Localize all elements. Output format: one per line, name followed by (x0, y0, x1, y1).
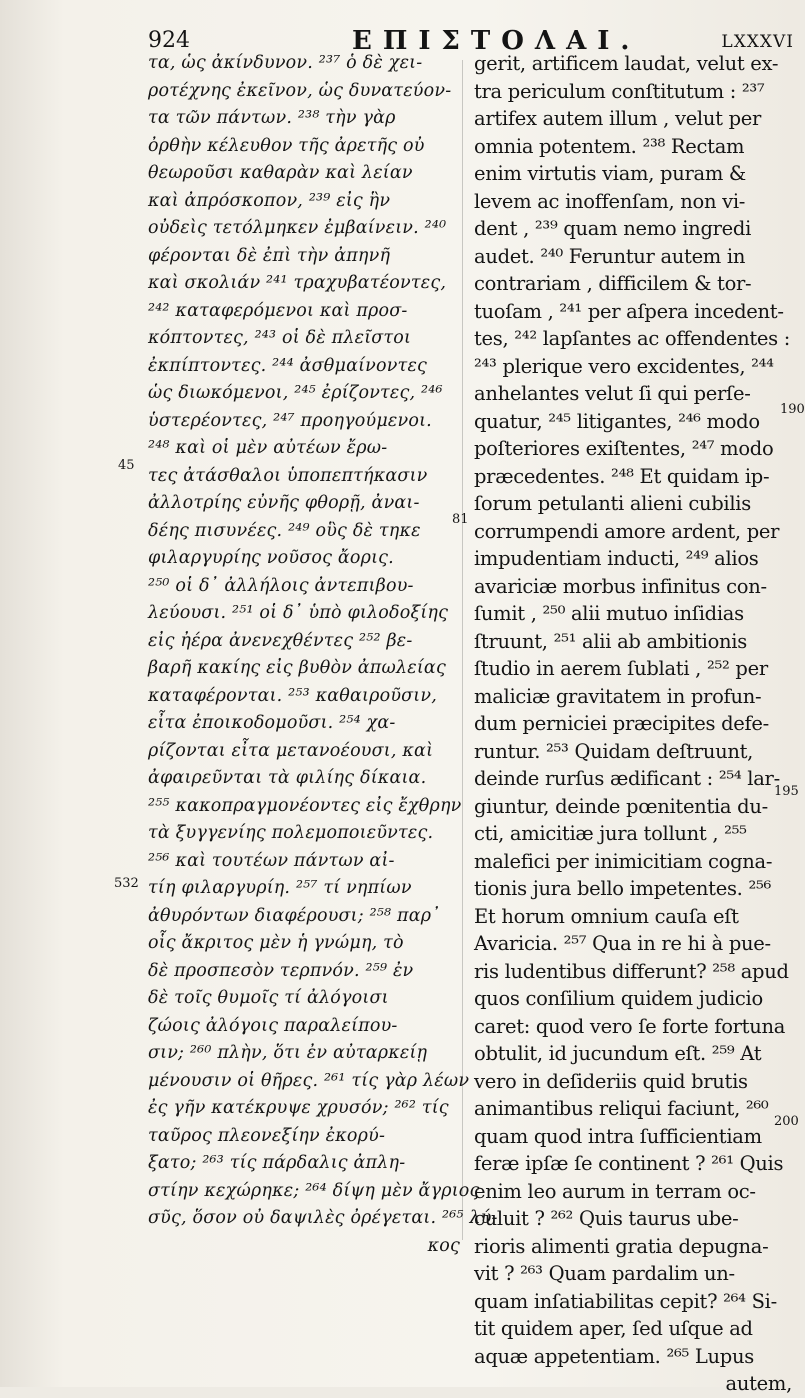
greek-text-line: ξατο; ²⁶³ τίς πάρδαλις ἀπλη- (148, 1153, 406, 1173)
latin-text-line: Et horum omnium cauſa eſt (474, 904, 739, 928)
greek-text-line: ὀρθὴν κέλευθον τῆς ἀρετῆς οὐ (148, 135, 425, 156)
latin-text-line: dent , ²³⁹ quam nemo ingredi (474, 217, 752, 240)
greek-text-line: τα, ὡς ἀκίνδυνον. ²³⁷ ὁ δὲ χει- (148, 53, 423, 73)
greek-text-line: ἐκπίπτοντες. ²⁴⁴ ἀσθμαίνοντες (148, 355, 428, 376)
latin-text-line: artifex autem illum , velut per (474, 107, 762, 130)
latin-text-line: præcedentes. ²⁴⁸ Et quidam ip- (474, 464, 770, 488)
folio-marker: LXXXVI (721, 32, 794, 52)
latin-text-line: vero in deſideriis quid brutis (474, 1069, 748, 1093)
margin-note-190: 190 (780, 402, 805, 417)
latin-text-line: quam quod intra ſufficientiam (474, 1124, 762, 1148)
latin-text-line: quos conſilium quidem judicio (474, 987, 763, 1010)
greek-text-line: καὶ σκολιάν ²⁴¹ τραχυβατέοντες, (148, 273, 447, 293)
latin-text-line: levem ac inoffenſam, non vi- (474, 189, 746, 213)
greek-text-line: ²⁵⁶ καὶ τουτέων πάντων αἰ- (148, 850, 395, 871)
greek-text-line: βαρῆ κακίης εἰς βυθὸν ἀπωλείας (148, 658, 446, 678)
latin-text-line: animantibus reliqui faciunt, ²⁶⁰ (474, 1097, 769, 1120)
latin-text-line: quatur, ²⁴⁵ litigantes, ²⁴⁶ modo (474, 409, 760, 433)
latin-text-line: ²⁴³ plerique vero excidentes, ²⁴⁴ (474, 354, 774, 378)
greek-text-line: στίην κεχώρηκε; ²⁶⁴ δίψη μὲν ἄγριος (148, 1180, 480, 1201)
margin-note-532: 532 (114, 876, 139, 891)
latin-text-line: omnia potentem. ²³⁸ Rectam (474, 134, 745, 158)
latin-text-line: vit ? ²⁶³ Quam pardalim un- (474, 1262, 735, 1285)
greek-text-line: ἐς γῆν κατέκρυψε χρυσόν; ²⁶² τίς (148, 1098, 449, 1118)
greek-text-line: οἷς ἄκριτος μὲν ἡ γνώμη, τὸ (148, 933, 404, 953)
margin-note-81: 81 (452, 512, 469, 527)
latin-text-line: enim leo aurum in terram oc- (474, 1179, 756, 1203)
latin-text-line: tra periculum conſtitutum : ²³⁷ (474, 79, 765, 103)
greek-text-line: τίη φιλαργυρίη. ²⁵⁷ τί νηπίων (148, 878, 412, 898)
latin-text-line: caret: quod vero ſe forte fortuna (474, 1014, 786, 1038)
latin-text-line: corrumpendi amore ardent, per (474, 519, 780, 543)
greek-text-line: τες ἀτάσθαλοι ὑποπεπτήκασιν (148, 465, 428, 486)
greek-text-line: δέης πισυνέες. ²⁴⁹ οὓς δὲ τηκε (148, 520, 421, 541)
greek-text-line: δὲ προσπεσὸν τερπνόν. ²⁵⁹ ἐν (148, 960, 414, 981)
latin-text-line: Avaricia. ²⁵⁷ Qua in re hi à pue- (474, 932, 771, 955)
latin-text-line: contrariam , difficilem & tor- (474, 272, 752, 295)
latin-text-column (474, 50, 792, 1398)
latin-text-line: maliciæ gravitatem in profun- (474, 684, 762, 708)
greek-text-line: κος (427, 1235, 460, 1256)
greek-text-line: ἀθυρόντων διαφέρουσι; ²⁵⁸ παρ᾽ (148, 905, 441, 926)
latin-text-line: culuit ? ²⁶² Quis taurus ube- (474, 1207, 739, 1230)
latin-text-line: giuntur, deinde pœnitentia du- (474, 794, 768, 818)
greek-text-line: ὡς διωκόμενοι, ²⁴⁵ ἐρίζοντες, ²⁴⁶ (148, 383, 443, 403)
latin-text-line: tes, ²⁴² lapſantes ac offendentes : (474, 327, 791, 350)
latin-text-line: quam inſatiabilitas cepit? ²⁶⁴ Si- (474, 1289, 777, 1313)
greek-text-line: εἰς ἠέρα ἀνενεχθέντες ²⁵² βε- (148, 630, 413, 651)
greek-text-line: ²⁴² καταφερόμενοι καὶ προσ- (148, 300, 408, 321)
running-head: ΕΠΙΣΤΟΛΑΙ. (352, 26, 641, 56)
greek-text-line: εἶτα ἐποικοδομοῦσι. ²⁵⁴ χα- (148, 713, 396, 733)
latin-text-line: anhelantes velut ſi qui perſe- (474, 382, 751, 405)
latin-text-line: enim virtutis viam, puram & (474, 162, 746, 185)
greek-text-line: σῦς, ὅσον οὐ δαψιλὲς ὀρέγεται. ²⁶⁵ λύ- (148, 1208, 498, 1228)
margin-note-45: 45 (118, 458, 135, 473)
latin-text-line: ris ludentibus differunt? ²⁵⁸ apud (474, 959, 789, 983)
latin-text-line: autem, (725, 1372, 792, 1395)
greek-text-line: ²⁵⁵ κακοπραγμονέοντες εἰς ἔχθρην (148, 795, 462, 816)
latin-text-line: audet. ²⁴⁰ Feruntur autem in (474, 244, 746, 268)
greek-text-line: ρίζονται εἶτα μετανοέουσι, καὶ (148, 740, 434, 761)
greek-text-line: ἀφαιρεῦνται τὰ φιλίης δίκαια. (148, 768, 427, 788)
latin-text-line: feræ ipſæ ſe continent ? ²⁶¹ Quis (474, 1152, 784, 1175)
latin-text-line: ſorum petulanti alieni cubilis (474, 492, 751, 515)
greek-text-line: λεύουσι. ²⁵¹ οἱ δ᾽ ὑπὸ φιλοδοξίης (148, 603, 449, 623)
latin-text-line: aquæ appetentiam. ²⁶⁵ Lupus (474, 1344, 754, 1368)
greek-text-line: ²⁴⁸ καὶ οἱ μὲν αὐτέων ἔρω- (148, 438, 388, 458)
latin-text-line: tuoſam , ²⁴¹ per aſpera incedent- (474, 299, 784, 323)
latin-text-line: impudentiam inducti, ²⁴⁹ alios (474, 547, 759, 570)
column-divider (462, 60, 463, 1240)
latin-text-line: deinde rurſus ædificant : ²⁵⁴ lar- (474, 767, 780, 790)
latin-text-line: malefici per inimicitiam cogna- (474, 849, 773, 873)
latin-text-line: poſteriores exiſtentes, ²⁴⁷ modo (474, 437, 774, 460)
latin-text-line: gerit, artificem laudat, velut ex- (474, 52, 779, 75)
latin-text-line: cti, amicitiæ jura tollunt , ²⁵⁵ (474, 822, 747, 845)
greek-text-line: ζώοις ἀλόγοις παραλείπου- (148, 1015, 398, 1036)
latin-text-line: tit quidem aper, ſed uſque ad (474, 1317, 753, 1340)
greek-text-line: μένουσιν οἱ θῆρες. ²⁶¹ τίς γὰρ λέων (148, 1070, 470, 1091)
latin-text-line: ſumit , ²⁵⁰ alii mutuo inſidias (474, 602, 744, 625)
greek-text-line: τα τῶν πάντων. ²³⁸ τὴν γὰρ (148, 108, 396, 128)
latin-text-line: tionis jura bello impetentes. ²⁵⁶ (474, 877, 772, 900)
greek-text-line: ροτέχνης ἐκεῖνον, ὡς δυνατεύον- (148, 80, 452, 101)
greek-text-line: καταφέρονται. ²⁵³ καθαιροῦσιν, (148, 685, 437, 706)
latin-text-line: obtulit, id jucundum eſt. ²⁵⁹ At (474, 1042, 762, 1065)
greek-text-line: φιλαργυρίης νοῦσος ἄορις. (148, 548, 394, 568)
latin-text-line: avariciæ morbus infinitus con- (474, 574, 767, 598)
latin-text-line: rioris alimenti gratia depugna- (474, 1234, 769, 1258)
greek-text-line: δὲ τοῖς θυμοῖς τί ἀλόγοισι (148, 988, 389, 1008)
page-number: 924 (148, 28, 190, 53)
greek-text-line: θεωροῦσι καθαρὰν καὶ λείαν (148, 163, 413, 183)
greek-text-line: ὑστερέοντες, ²⁴⁷ προηγούμενοι. (148, 410, 432, 431)
margin-note-200: 200 (774, 1114, 799, 1129)
margin-note-195: 195 (774, 784, 799, 799)
latin-text-line: runtur. ²⁵³ Quidam deſtruunt, (474, 739, 754, 763)
greek-text-line: οὐδεὶς τετόλμηκεν ἐμβαίνειν. ²⁴⁰ (148, 218, 447, 238)
latin-text-line: ſtudio in aerem ſublati , ²⁵² per (474, 657, 768, 680)
greek-text-line: ταῦρος πλεονεξίην ἐκορύ- (148, 1125, 386, 1146)
greek-text-line: φέρονται δὲ ἐπὶ τὴν ἀπηνῆ (148, 245, 391, 266)
latin-text-line: dum perniciei præcipites defe- (474, 712, 769, 735)
greek-text-line: καὶ ἀπρόσκοπον, ²³⁹ εἰς ἣν (148, 190, 391, 211)
greek-text-line: ἀλλοτρίης εὐνῆς φθορῇ, ἀναι- (148, 493, 420, 513)
page-header (0, 12, 800, 56)
greek-text-line: κόπτοντες, ²⁴³ οἱ δὲ πλεῖστοι (148, 328, 412, 348)
greek-text-line: τὰ ξυγγενίης πολεμοποιεῦντες. (148, 823, 434, 843)
latin-text-line: ſtruunt, ²⁵¹ alii ab ambitionis (474, 629, 747, 653)
greek-text-line: σιν; ²⁶⁰ πλὴν, ὅτι ἐν αὐταρκείῃ (148, 1043, 428, 1063)
greek-text-line: ²⁵⁰ οἱ δ᾽ ἀλλήλοις ἀντεπιβου- (148, 575, 414, 596)
